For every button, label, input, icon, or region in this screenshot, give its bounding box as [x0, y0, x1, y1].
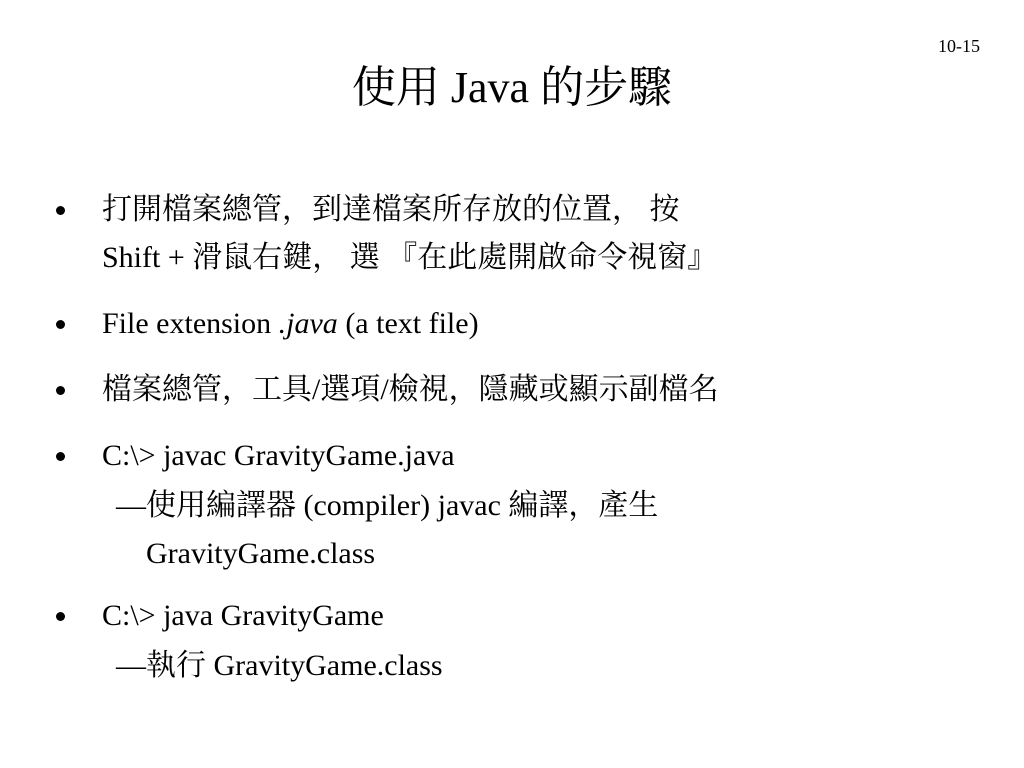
bullet-dot-icon [56, 320, 65, 329]
bullet-text-line: Shift + 滑鼠右鍵， 選 『在此處開啟命令視窗』 [102, 241, 718, 274]
slide-number: 10-15 [938, 36, 980, 56]
dash-marker: — [116, 489, 146, 522]
bullet-dot-icon [56, 452, 65, 461]
bullet-text-line: 打開檔案總管，到達檔案所存放的位置， 按 [102, 193, 680, 226]
bullet-java-command [56, 592, 976, 640]
bullet-dot-icon [56, 386, 65, 395]
bullet-open-explorer [56, 186, 976, 282]
bullet-javac-command [56, 432, 976, 480]
sub-item-run [56, 642, 976, 690]
slide-title: 使用 Java 的步驟 [351, 63, 673, 112]
sub-item-text-line: 使用編譯器 (compiler) javac 編譯，產生 [146, 489, 659, 522]
file-extension-text: .java [278, 307, 338, 340]
bullet-text: (a text file) [337, 307, 479, 340]
bullet-list [56, 186, 976, 704]
bullet-text: C:\> javac GravityGame.java [102, 439, 455, 472]
sub-item-text-line: GravityGame.class [146, 537, 376, 570]
bullet-dot-icon [56, 612, 65, 621]
dash-marker: — [116, 649, 146, 682]
bullet-file-extension [56, 300, 976, 348]
bullet-text: C:\> java GravityGame [102, 599, 384, 632]
bullet-show-extensions [56, 366, 976, 414]
sub-item-compile [56, 482, 976, 578]
bullet-dot-icon [56, 206, 65, 215]
bullet-text: 檔案總管，工具/選項/檢視，隱藏或顯示副檔名 [102, 373, 719, 406]
sub-item-text-line: 執行 GravityGame.class [146, 649, 443, 682]
bullet-text: File extension [102, 307, 279, 340]
